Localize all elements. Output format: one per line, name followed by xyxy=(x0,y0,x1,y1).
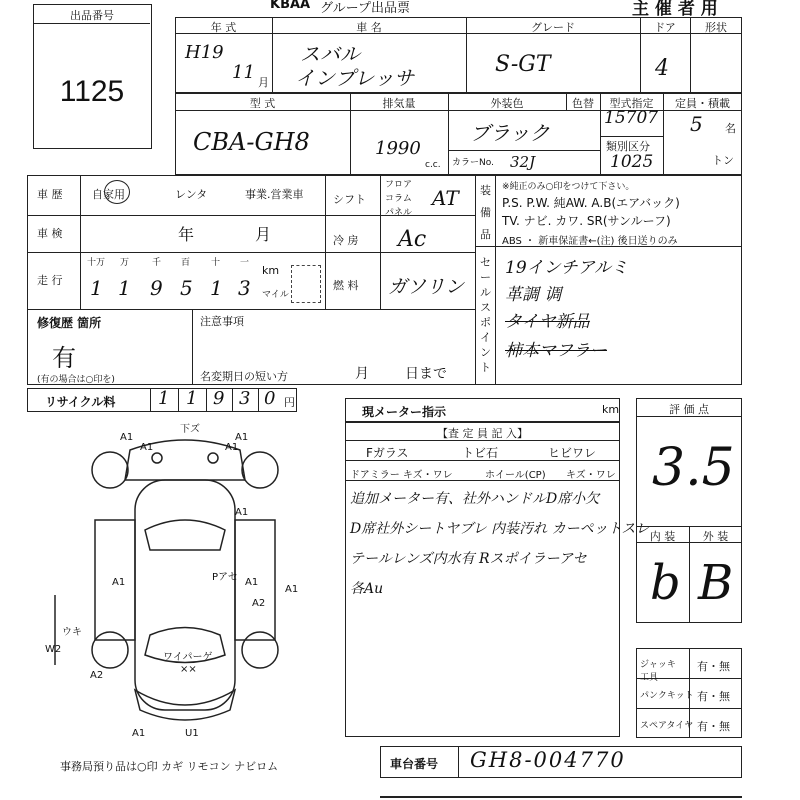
headlight-right-icon xyxy=(208,453,218,463)
tire-fr-icon xyxy=(242,452,278,488)
year-era: H19 xyxy=(185,42,224,63)
ac-value: Ac xyxy=(398,227,427,252)
doors-label: ドア xyxy=(654,21,676,34)
inspection-label: 車 検 xyxy=(37,227,63,240)
mileage-digit-3: 9 xyxy=(150,276,163,300)
model: インプレッサ xyxy=(295,66,414,90)
notice-month-unit: 月 xyxy=(355,366,369,382)
rating-label: 評 価 点 xyxy=(669,403,709,416)
recycle-digit-5: 0 xyxy=(264,388,276,409)
check-wheel[interactable]: ホイール(CP) xyxy=(485,470,546,481)
mileage-digit-5: 1 xyxy=(210,276,223,300)
mark-left-uki: ウキ xyxy=(62,627,82,638)
mark-front-left: A1 xyxy=(120,432,134,443)
category: 1025 xyxy=(610,152,654,172)
deposit-note: 事務局預り品は○印 カギ リモコン ナビロム xyxy=(60,760,279,773)
shift-floor[interactable]: フロア xyxy=(385,180,413,190)
check-mirror[interactable]: ドアミラー キズ・ワレ xyxy=(350,470,453,481)
mile-unit: マイル xyxy=(262,290,289,300)
ac-label: 冷 房 xyxy=(333,234,359,247)
car-rear-outline xyxy=(135,690,235,720)
chassis-label: 車台番号 xyxy=(390,757,439,771)
cc-unit: c.c. xyxy=(425,160,441,170)
equipment-note: ※純正のみ○印をつけて下さい。 xyxy=(502,182,635,192)
repair-note: (有の場合は○印を) xyxy=(37,375,115,385)
year-month: 11 xyxy=(232,62,255,83)
tire-rr-icon xyxy=(242,632,278,668)
check-crack[interactable]: ヒビワレ xyxy=(548,446,597,460)
inspection-month-unit: 月 xyxy=(255,225,272,244)
equipment-row3: ABS ・ 新車保証書←(注) 後日送りのみ xyxy=(502,236,678,247)
chassis-value: GH8-004770 xyxy=(470,748,626,772)
mark-right-rear: A1 xyxy=(285,584,299,595)
inspector-title: 【査 定 員 記 入】 xyxy=(437,427,528,440)
sales-point-4: 柿本マフラー xyxy=(505,341,607,361)
ext-color-label: 外装色 xyxy=(490,97,524,110)
displacement: 1990 xyxy=(375,138,421,159)
mark-left-w2: W2 xyxy=(45,644,62,655)
history-business[interactable]: 事業.営業車 xyxy=(245,188,304,201)
check-scratch[interactable]: キズ・ワレ xyxy=(566,470,616,481)
repair-label: 修復歴 箇所 xyxy=(37,316,102,330)
mileage-digit-6: 3 xyxy=(238,276,251,300)
inspector-note-2: D席社外シートヤブレ 内装汚れ カーペットスレ xyxy=(350,521,650,537)
mark-roof: Pアセ xyxy=(212,572,238,583)
meter-label: 現メーター指示 xyxy=(362,405,447,419)
name-label: 車 名 xyxy=(356,21,382,34)
displacement-label: 排気量 xyxy=(382,97,416,110)
shape-label: 形状 xyxy=(705,21,727,34)
inspector-note-4: 各Au xyxy=(350,581,384,597)
mileage-unit-100: 百 xyxy=(181,258,191,268)
fuel-label: 燃 料 xyxy=(333,279,359,292)
mark-front-right: A1 xyxy=(225,442,239,453)
mark-left-door: A1 xyxy=(112,577,126,588)
name-change-label: 名変期日の短い方 xyxy=(200,370,288,383)
tire-fl-icon xyxy=(92,452,128,488)
doors: 4 xyxy=(655,56,669,81)
inspector-note-1: 追加メーター有、社外ハンドルD席小欠 xyxy=(350,491,600,507)
mark-front: 下ズ xyxy=(180,424,200,435)
designation-label: 型式指定 xyxy=(609,97,654,110)
form-title: グループ出品票 xyxy=(320,1,410,16)
lot-number-box xyxy=(33,4,152,149)
mark-front-right-2: A1 xyxy=(235,432,249,443)
tool-spare-value[interactable]: 有・無 xyxy=(697,720,730,733)
circle-mark-icon xyxy=(104,180,130,204)
year-label: 年 式 xyxy=(210,21,237,34)
mileage-checkbox[interactable] xyxy=(291,265,321,303)
grade-label: グレード xyxy=(531,21,575,34)
mark-rear-bottom-2: U1 xyxy=(185,728,199,739)
sales-point-3: タイヤ新品 xyxy=(505,312,590,332)
mark-front-left-2: A1 xyxy=(140,442,154,453)
interior-label: 内 装 xyxy=(649,530,676,543)
recycle-digit-3: 9 xyxy=(213,388,225,409)
capacity: 5 xyxy=(690,112,703,136)
tire-rl-icon xyxy=(92,632,128,668)
mark-right-door: A1 xyxy=(245,577,259,588)
history-rental[interactable]: レンタ xyxy=(175,188,208,201)
recycle-unit: 円 xyxy=(284,396,295,409)
maker: スバル xyxy=(300,42,360,66)
check-fglass[interactable]: Fガラス xyxy=(366,446,409,460)
equipment-row1: P.S. P.W. 純AW. A.B(エアバック) xyxy=(502,196,680,210)
recycle-label: リサイクル料 xyxy=(45,395,116,409)
shift-value: AT xyxy=(432,186,459,210)
host-label: 主 催 者 用 xyxy=(632,0,718,19)
color-change-label: 色替 xyxy=(572,97,594,110)
mileage-unit-1k: 千 xyxy=(152,258,162,268)
fuel-value: ガソリン xyxy=(388,276,465,298)
mark-rear-bottom: A1 xyxy=(132,728,146,739)
mileage-digit-4: 5 xyxy=(180,276,193,300)
lot-number-label: 出品番号 xyxy=(70,9,114,22)
mileage-unit-10k: 万 xyxy=(120,258,130,268)
mark-wiper: ワイパーゲ xyxy=(163,652,213,663)
mark-tire-rear: A1 xyxy=(235,507,249,518)
tool-puncture-label: パンクキット xyxy=(640,691,694,701)
headlight-left-icon xyxy=(152,453,162,463)
exterior-grade: B xyxy=(698,555,734,611)
inspection-year-unit: 年 xyxy=(178,225,195,244)
history-label: 車 歴 xyxy=(37,188,63,201)
km-unit: km xyxy=(262,264,280,277)
shift-panel[interactable]: パネル xyxy=(385,208,413,218)
inspector-note-3: テールレンズ内水有 Rスポイラーアセ xyxy=(350,551,587,567)
shift-label: シフト xyxy=(333,193,366,206)
repair-value: 有 xyxy=(52,344,76,372)
designation: 15707 xyxy=(604,108,659,128)
month-unit: 月 xyxy=(258,76,269,89)
sales-points-label: セールスポイント xyxy=(480,256,491,374)
type-code: CBA-GH8 xyxy=(193,128,310,156)
type-label: 型 式 xyxy=(249,97,276,110)
equipment-label: 装備品 xyxy=(480,184,491,241)
category-label: 類別区分 xyxy=(606,140,650,153)
mileage-digit-2: 1 xyxy=(118,276,131,300)
equipment-row2: TV. ナビ. カワ. SR(サンルーフ) xyxy=(502,214,671,228)
grade: S-GT xyxy=(495,52,551,77)
tool-puncture-value[interactable]: 有・無 xyxy=(697,690,730,703)
check-chip[interactable]: トビ石 xyxy=(462,446,499,460)
rating-score: 3.5 xyxy=(652,438,735,498)
capacity-label: 定員・積載 xyxy=(675,97,730,110)
mark-right-door-2: A2 xyxy=(252,598,266,609)
tool-jack-value[interactable]: 有・無 xyxy=(697,660,730,673)
color-no-label: カラーNo. xyxy=(452,158,494,168)
sales-point-1: 19インチアルミ xyxy=(505,258,628,278)
recycle-digit-1: 1 xyxy=(158,388,170,409)
sales-point-2: 革調 调 xyxy=(505,285,562,305)
meter-unit: km xyxy=(602,403,620,416)
ext-color: ブラック xyxy=(470,121,550,145)
mark-xx: ×× xyxy=(180,664,197,675)
exterior-label: 外 装 xyxy=(702,530,729,543)
shift-column[interactable]: コラム xyxy=(385,194,412,204)
interior-grade: b xyxy=(650,555,681,611)
notice-label: 注意事項 xyxy=(200,315,244,328)
tool-jack-label: ジャッキ 工具 xyxy=(640,660,676,683)
mileage-digit-1: 1 xyxy=(90,276,103,300)
car-body-outline xyxy=(135,480,235,710)
capacity-unit: 名 xyxy=(725,122,736,135)
mileage-unit-100k: 十万 xyxy=(87,258,106,268)
mileage-unit-10: 十 xyxy=(211,258,221,268)
windshield-outline xyxy=(145,520,225,550)
mileage-label: 走 行 xyxy=(37,274,63,287)
ton-unit: トン xyxy=(712,154,734,167)
mileage-unit-1: 一 xyxy=(240,258,250,268)
recycle-digit-2: 1 xyxy=(186,388,198,409)
history-private[interactable]: 自家用 xyxy=(92,188,125,201)
tool-spare-label: スペアタイヤ xyxy=(640,721,694,731)
mark-rear-left: A2 xyxy=(90,670,104,681)
logo: KBAA xyxy=(270,0,311,12)
color-no: 32J xyxy=(510,153,536,171)
lot-number: 1125 xyxy=(59,75,125,108)
notice-day-unit: 日まで xyxy=(405,366,447,382)
car-diagram xyxy=(40,420,330,740)
recycle-digit-4: 3 xyxy=(239,388,251,409)
